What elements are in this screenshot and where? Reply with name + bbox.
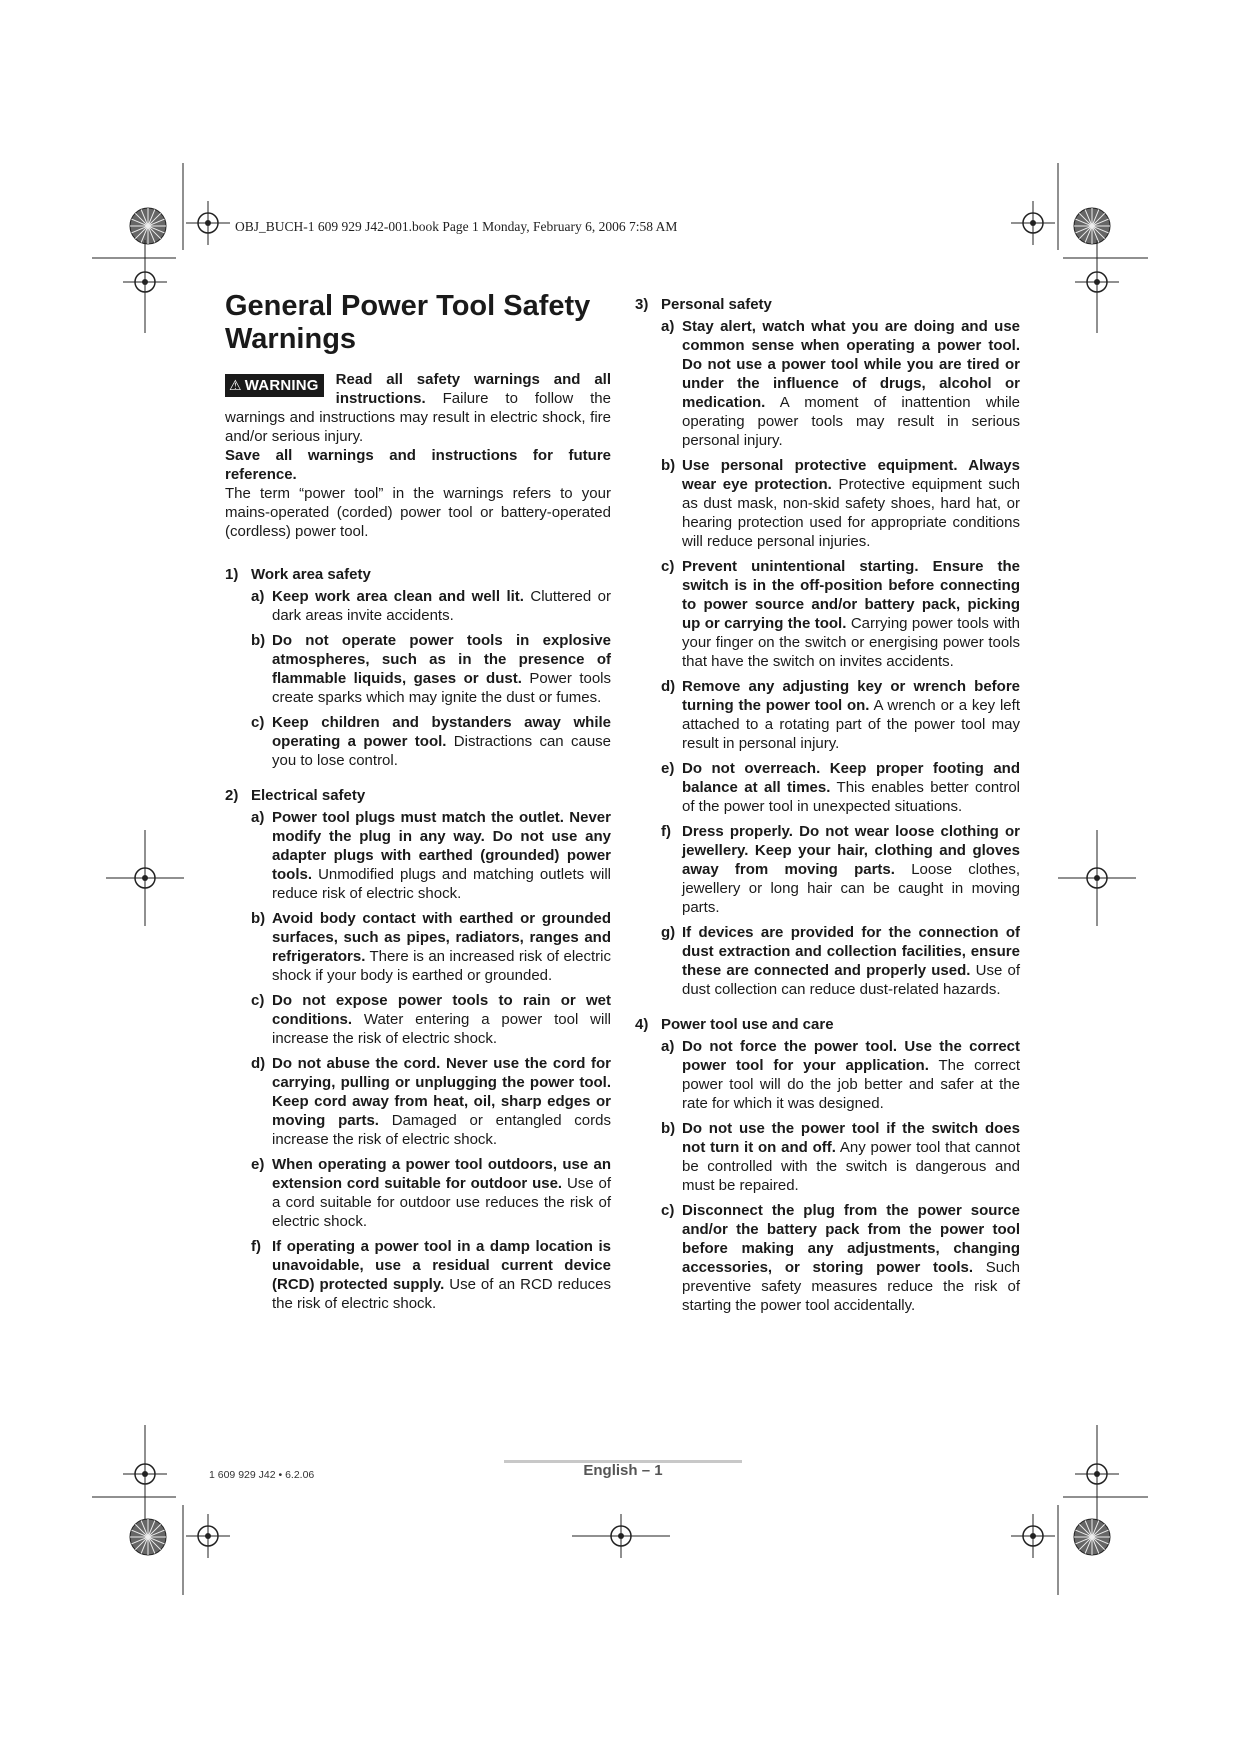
item-text: Use of dust collection can reduce dust-related hazards. [682,962,1020,998]
list-item [661,759,1020,816]
list-item [661,677,1020,753]
section-heading [635,1015,1020,1034]
item-text: Protective equipment such as dust mask, non-skid safety shoes, hard hat, or hearing protection used for appropriate conditions will reduce personal injuries. [682,476,1021,550]
item-text: Such preventive safety measures reduce the risk of starting the power tool accidentally. [682,1259,1020,1314]
page-title: General Power Tool Safety Warnings [225,290,591,355]
item-text: Cluttered or dark areas invite accidents. [272,588,611,624]
section-power-tool-use-and-care [635,1015,1020,1315]
item-bold: Use personal protective equipment. Always wear eye protection. [682,457,1020,493]
item-text: A wrench or a key left attached to a rotating part of the power tool may result in personal injury. [682,697,1020,752]
list-item [661,1119,1020,1195]
item-bold: If devices are provided for the connection of dust extraction and collection facilities, ensure these are connected and properly used. [682,924,1020,979]
list-item [251,713,611,770]
left-column [225,290,611,1319]
item-label: g) [661,924,676,941]
section-electrical-safety [225,786,611,1313]
item-bold: Disconnect the plug from the power source and/or the battery pack from the power tool before making any adjustments, changing accessories, or storing power tools. [682,1202,1020,1276]
item-label: e) [251,1156,265,1173]
item-text: Carrying power tools with your finger on the switch or energising power tools that have the switch on invites accidents. [682,615,1020,670]
term-note: The term “power tool” in the warnings refers to your mains-operated (corded) power tool or battery-operated (cordless) power tool. [225,485,611,540]
item-bold: Do not expose power tools to rain or wet conditions. [272,992,611,1028]
item-bold: Dress properly. Do not wear loose clothing or jewellery. Keep your hair, clothing and gloves away from moving parts. [682,823,1020,878]
item-bold: Do not use the power tool if the switch does not turn it on and off. [682,1120,1020,1156]
list-item [251,808,611,903]
section-title: Power tool use and care [661,1016,834,1033]
list-item [661,557,1020,671]
list-item [661,1201,1020,1315]
item-bold: Remove any adjusting key or wrench before turning the power tool on. [682,678,1020,714]
item-text: Power tools create sparks which may ignite the dust or fumes. [272,670,611,706]
section-number: 2) [225,787,239,804]
item-label: b) [661,1120,676,1137]
list-item [251,631,611,707]
item-text: Use of a cord suitable for outdoor use reduces the risk of electric shock. [272,1175,612,1230]
section-title: Personal safety [661,296,772,313]
item-text: Use of an RCD reduces the risk of electric shock. [272,1276,611,1312]
list-item [661,822,1020,917]
list-item [251,587,611,625]
item-label: c) [661,558,675,575]
list-item [251,1237,611,1313]
item-text: Any power tool that cannot be controlled with the switch is dangerous and must be repaired. [682,1139,1020,1194]
item-bold: When operating a power tool outdoors, use an extension cord suitable for outdoor use. [272,1156,611,1192]
list-item [661,317,1020,450]
item-label: d) [661,678,676,695]
item-label: a) [251,809,265,826]
item-label: f) [661,823,671,840]
list-item [251,909,611,985]
item-label: b) [661,457,676,474]
list-item [251,1054,611,1149]
item-text: The correct power tool will do the job better and safer at the rate for which it was designed. [682,1057,1020,1112]
item-label: d) [251,1055,266,1072]
warning-badge [225,374,324,397]
item-label: a) [661,318,675,335]
warning-text: Failure to follow the warnings and instructions may result in electric shock, fire and/or serious injury. [225,390,611,445]
item-label: a) [661,1038,675,1055]
item-label: e) [661,760,675,777]
section-work-area-safety [225,565,611,770]
item-bold: Do not operate power tools in explosive atmospheres, such as in the presence of flammable liquids, gases or dust. [272,632,611,687]
item-label: c) [661,1202,675,1219]
right-column [635,295,1020,1321]
section-title: Electrical safety [251,787,366,804]
item-bold: Keep work area clean and well lit. [272,588,524,605]
warning-badge-label: WARNING [244,377,319,394]
item-bold: Keep children and bystanders away while operating a power tool. [272,714,611,750]
footer-document-code: 1 609 929 J42 • 6.2.06 [209,1469,315,1481]
section-heading [225,786,611,805]
item-text: Damaged or entangled cords increase the risk of electric shock. [272,1112,611,1148]
item-bold: Power tool plugs must match the outlet. Never modify the plug in any way. Do not use any adapter plugs with earthed (grounded) power tools. [272,809,611,883]
list-item [661,923,1020,999]
warning-paragraph [225,370,611,446]
list-item [251,991,611,1048]
item-bold: Do not overreach. Keep proper footing and balance at all times. [682,760,1020,796]
item-text: This enables better control of the power tool in unexpected situations. [682,779,1020,815]
item-bold: Do not force the power tool. Use the correct power tool for your application. [682,1038,1020,1074]
item-text: Water entering a power tool will increase the risk of electric shock. [272,1011,611,1047]
item-bold: Stay alert, watch what you are doing and use common sense when operating a power tool. Do not use a power tool while you are tired or under the influence of drugs, alcohol or medication. [682,318,1020,411]
item-label: c) [251,992,265,1009]
section-heading [635,295,1020,314]
section-heading [225,565,611,584]
list-item [661,456,1020,551]
item-text: Distractions can cause you to lose control. [272,733,611,769]
item-label: a) [251,588,265,605]
footer-page-number: English – 1 [583,1462,663,1479]
section-personal-safety [635,295,1020,999]
item-label: c) [251,714,265,731]
item-label: f) [251,1238,261,1255]
item-text: A moment of inattention while operating power tools may result in serious personal injury. [682,394,1021,449]
item-text: There is an increased risk of electric shock if your body is earthed or grounded. [272,948,611,984]
item-bold: Do not abuse the cord. Never use the cord for carrying, pulling or unplugging the power tool. Keep cord away from heat, oil, sharp edges or moving parts. [272,1055,611,1129]
item-bold: Avoid body contact with earthed or grounded surfaces, such as pipes, radiators, ranges and refrigerators. [272,910,611,965]
item-label: b) [251,910,266,927]
item-bold: Prevent unintentional starting. Ensure the switch is in the off-position before connecting to power source and/or battery pack, picking up or carrying the tool. [682,558,1020,632]
item-text: Loose clothes, jewellery or long hair can be caught in moving parts. [682,861,1020,916]
save-note: Save all warnings and instructions for future reference. [225,447,611,483]
section-title: Work area safety [251,566,371,583]
item-bold: If operating a power tool in a damp location is unavoidable, use a residual current device (RCD) protected supply. [272,1238,611,1293]
list-item [251,1155,611,1231]
print-slug-line: OBJ_BUCH-1 609 929 J42-001.book Page 1 Monday, February 6, 2006 7:58 AM [235,219,678,234]
section-number: 4) [635,1016,649,1033]
list-item [661,1037,1020,1113]
item-label: b) [251,632,266,649]
section-number: 1) [225,566,239,583]
warning-triangle-icon: ⚠ [229,377,242,393]
item-text: Unmodified plugs and matching outlets will reduce risk of electric shock. [272,866,611,902]
warning-bold: Read all safety warnings and all instructions. [335,371,611,407]
section-number: 3) [635,296,649,313]
